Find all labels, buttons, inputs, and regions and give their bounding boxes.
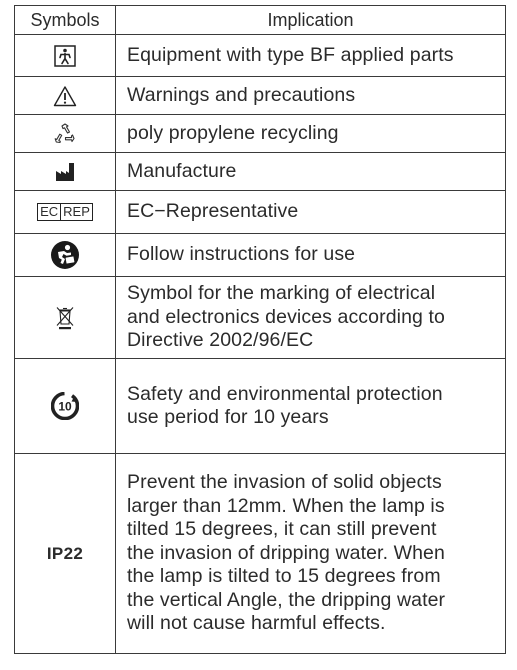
implication-cell: Manufacture — [116, 153, 506, 191]
header-row — [15, 6, 506, 35]
implication-line: use period for 10 years — [127, 406, 329, 428]
ec-rep-icon — [37, 203, 93, 221]
implication-line: the lamp is tilted to 15 degrees from — [127, 565, 441, 588]
ip-rating-label: IP22 — [46, 543, 84, 563]
symbol-cell — [15, 77, 116, 115]
ec-rep-ec-label: EC — [40, 204, 59, 219]
symbol-cell — [15, 359, 116, 454]
implication-line: tilted 15 degrees, it can still prevent — [127, 518, 437, 541]
implication-line: Symbol for the marking of electrical — [127, 282, 436, 305]
implication-cell — [116, 277, 506, 359]
table-row — [15, 35, 506, 77]
follow-instructions-icon — [50, 240, 80, 270]
implication-cell — [116, 454, 506, 654]
implication-cell: Warnings and precautions — [116, 77, 506, 115]
symbol-cell — [15, 234, 116, 277]
implication-line: the vertical Angle, the dripping water — [127, 588, 446, 611]
table-row — [15, 77, 506, 115]
implication-line: larger than 12mm. When the lamp is — [127, 494, 445, 517]
implication-cell: Follow instructions for use — [116, 234, 506, 277]
badge-number: 10 — [58, 399, 72, 414]
implication-cell: EC−Representative — [116, 191, 506, 234]
implication-cell — [116, 359, 506, 454]
symbol-cell — [15, 153, 116, 191]
table-row — [15, 153, 506, 191]
implication-line: Prevent the invasion of solid objects — [127, 471, 442, 494]
table-row — [15, 115, 506, 153]
environmental-protection-10-years-icon — [51, 392, 79, 420]
warning-triangle-icon — [53, 85, 77, 107]
symbol-cell — [15, 277, 116, 359]
header-symbols: Symbols — [15, 6, 116, 35]
implication-line: will not cause harmful effects. — [127, 612, 386, 635]
header-implication: Implication — [116, 6, 506, 35]
ec-rep-rep-label: REP — [60, 204, 92, 220]
table-row — [15, 454, 506, 654]
implication-line: and electronics devices according to — [127, 305, 445, 328]
table-row — [15, 191, 506, 234]
symbol-cell — [15, 35, 116, 77]
recycling-icon — [53, 122, 77, 146]
table-row — [15, 359, 506, 454]
table-row — [15, 277, 506, 359]
symbols-table — [14, 5, 506, 654]
table-row — [15, 234, 506, 277]
type-bf-applied-part-icon — [54, 45, 76, 67]
symbol-cell — [15, 115, 116, 153]
implication-cell: Equipment with type BF applied parts — [116, 35, 506, 77]
implication-line: the invasion of dripping water. When — [127, 541, 445, 564]
implication-line: Directive 2002/96/EC — [127, 329, 314, 352]
symbol-cell — [15, 454, 116, 654]
weee-crossed-bin-icon — [55, 306, 75, 330]
implication-cell: poly propylene recycling — [116, 115, 506, 153]
symbol-cell — [15, 191, 116, 234]
manufacturer-factory-icon — [54, 162, 76, 182]
implication-line: Safety and environmental protection — [127, 382, 443, 405]
